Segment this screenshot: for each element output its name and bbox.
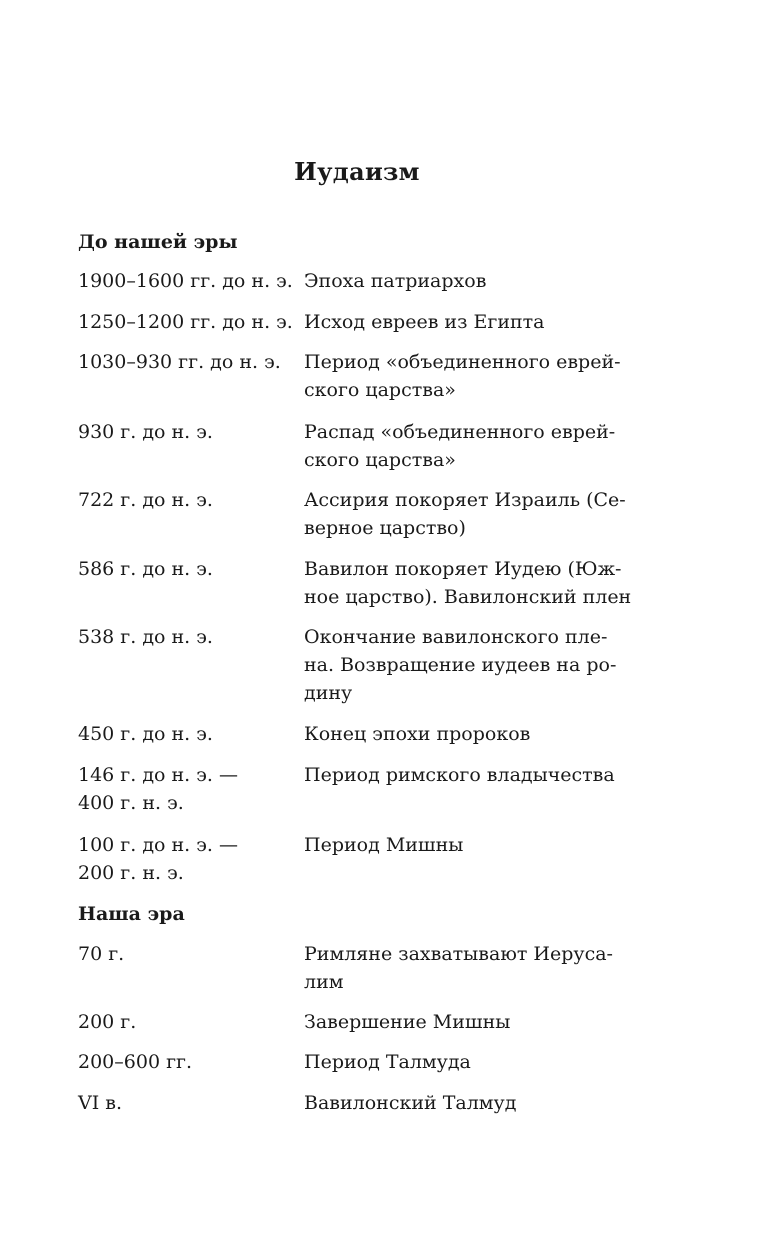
- entry-date: 146 г. до н. э. — 400 г. н. э.: [78, 764, 238, 814]
- page-title: Иудаизм: [294, 157, 420, 186]
- entry-date: 586 г. до н. э.: [78, 558, 213, 580]
- entry-date: 1900–1600 гг. до н. э.: [78, 270, 293, 292]
- entry-event: Вавилонский Талмуд: [304, 1092, 517, 1114]
- entry-event: Эпоха патриархов: [304, 270, 487, 292]
- entry-event: Распад «объединенного еврей- ского царства»: [304, 421, 616, 471]
- entry-date: 450 г. до н. э.: [78, 723, 213, 745]
- entry-date: 70 г.: [78, 943, 125, 965]
- entry-event: Завершение Мишны: [304, 1011, 511, 1033]
- entry-event: Конец эпохи пророков: [304, 723, 531, 745]
- entry-event: Ассирия покоряет Израиль (Се- верное царство): [304, 489, 626, 539]
- entry-date: 1030–930 гг. до н. э.: [78, 351, 281, 373]
- entry-event: Период «объединенного еврей- ского царства»: [304, 351, 621, 401]
- entry-date: 1250–1200 гг. до н. э.: [78, 311, 293, 333]
- section-heading-ce: Наша эра: [78, 903, 185, 925]
- entry-event: Период римского владычества: [304, 764, 615, 786]
- entry-event: Период Талмуда: [304, 1051, 471, 1073]
- entry-date: VI в.: [78, 1092, 123, 1114]
- entry-event: Римляне захватывают Иеруса- лим: [304, 943, 613, 993]
- entry-event: Вавилон покоряет Иудею (Юж- ное царство). Вавилонский плен: [304, 558, 632, 608]
- entry-date: 538 г. до н. э.: [78, 626, 213, 648]
- entry-date: 100 г. до н. э. — 200 г. н. э.: [78, 834, 238, 884]
- entry-date: 200 г.: [78, 1011, 137, 1033]
- entry-event: Исход евреев из Египта: [304, 311, 545, 333]
- entry-event: Период Мишны: [304, 834, 464, 856]
- entry-date: 200–600 гг.: [78, 1051, 193, 1073]
- entry-date: 722 г. до н. э.: [78, 489, 213, 511]
- entry-date: 930 г. до н. э.: [78, 421, 213, 443]
- entry-event: Окончание вавилонского пле- на. Возвращение иудеев на ро- дину: [304, 626, 617, 704]
- section-heading-bce: До нашей эры: [78, 231, 238, 253]
